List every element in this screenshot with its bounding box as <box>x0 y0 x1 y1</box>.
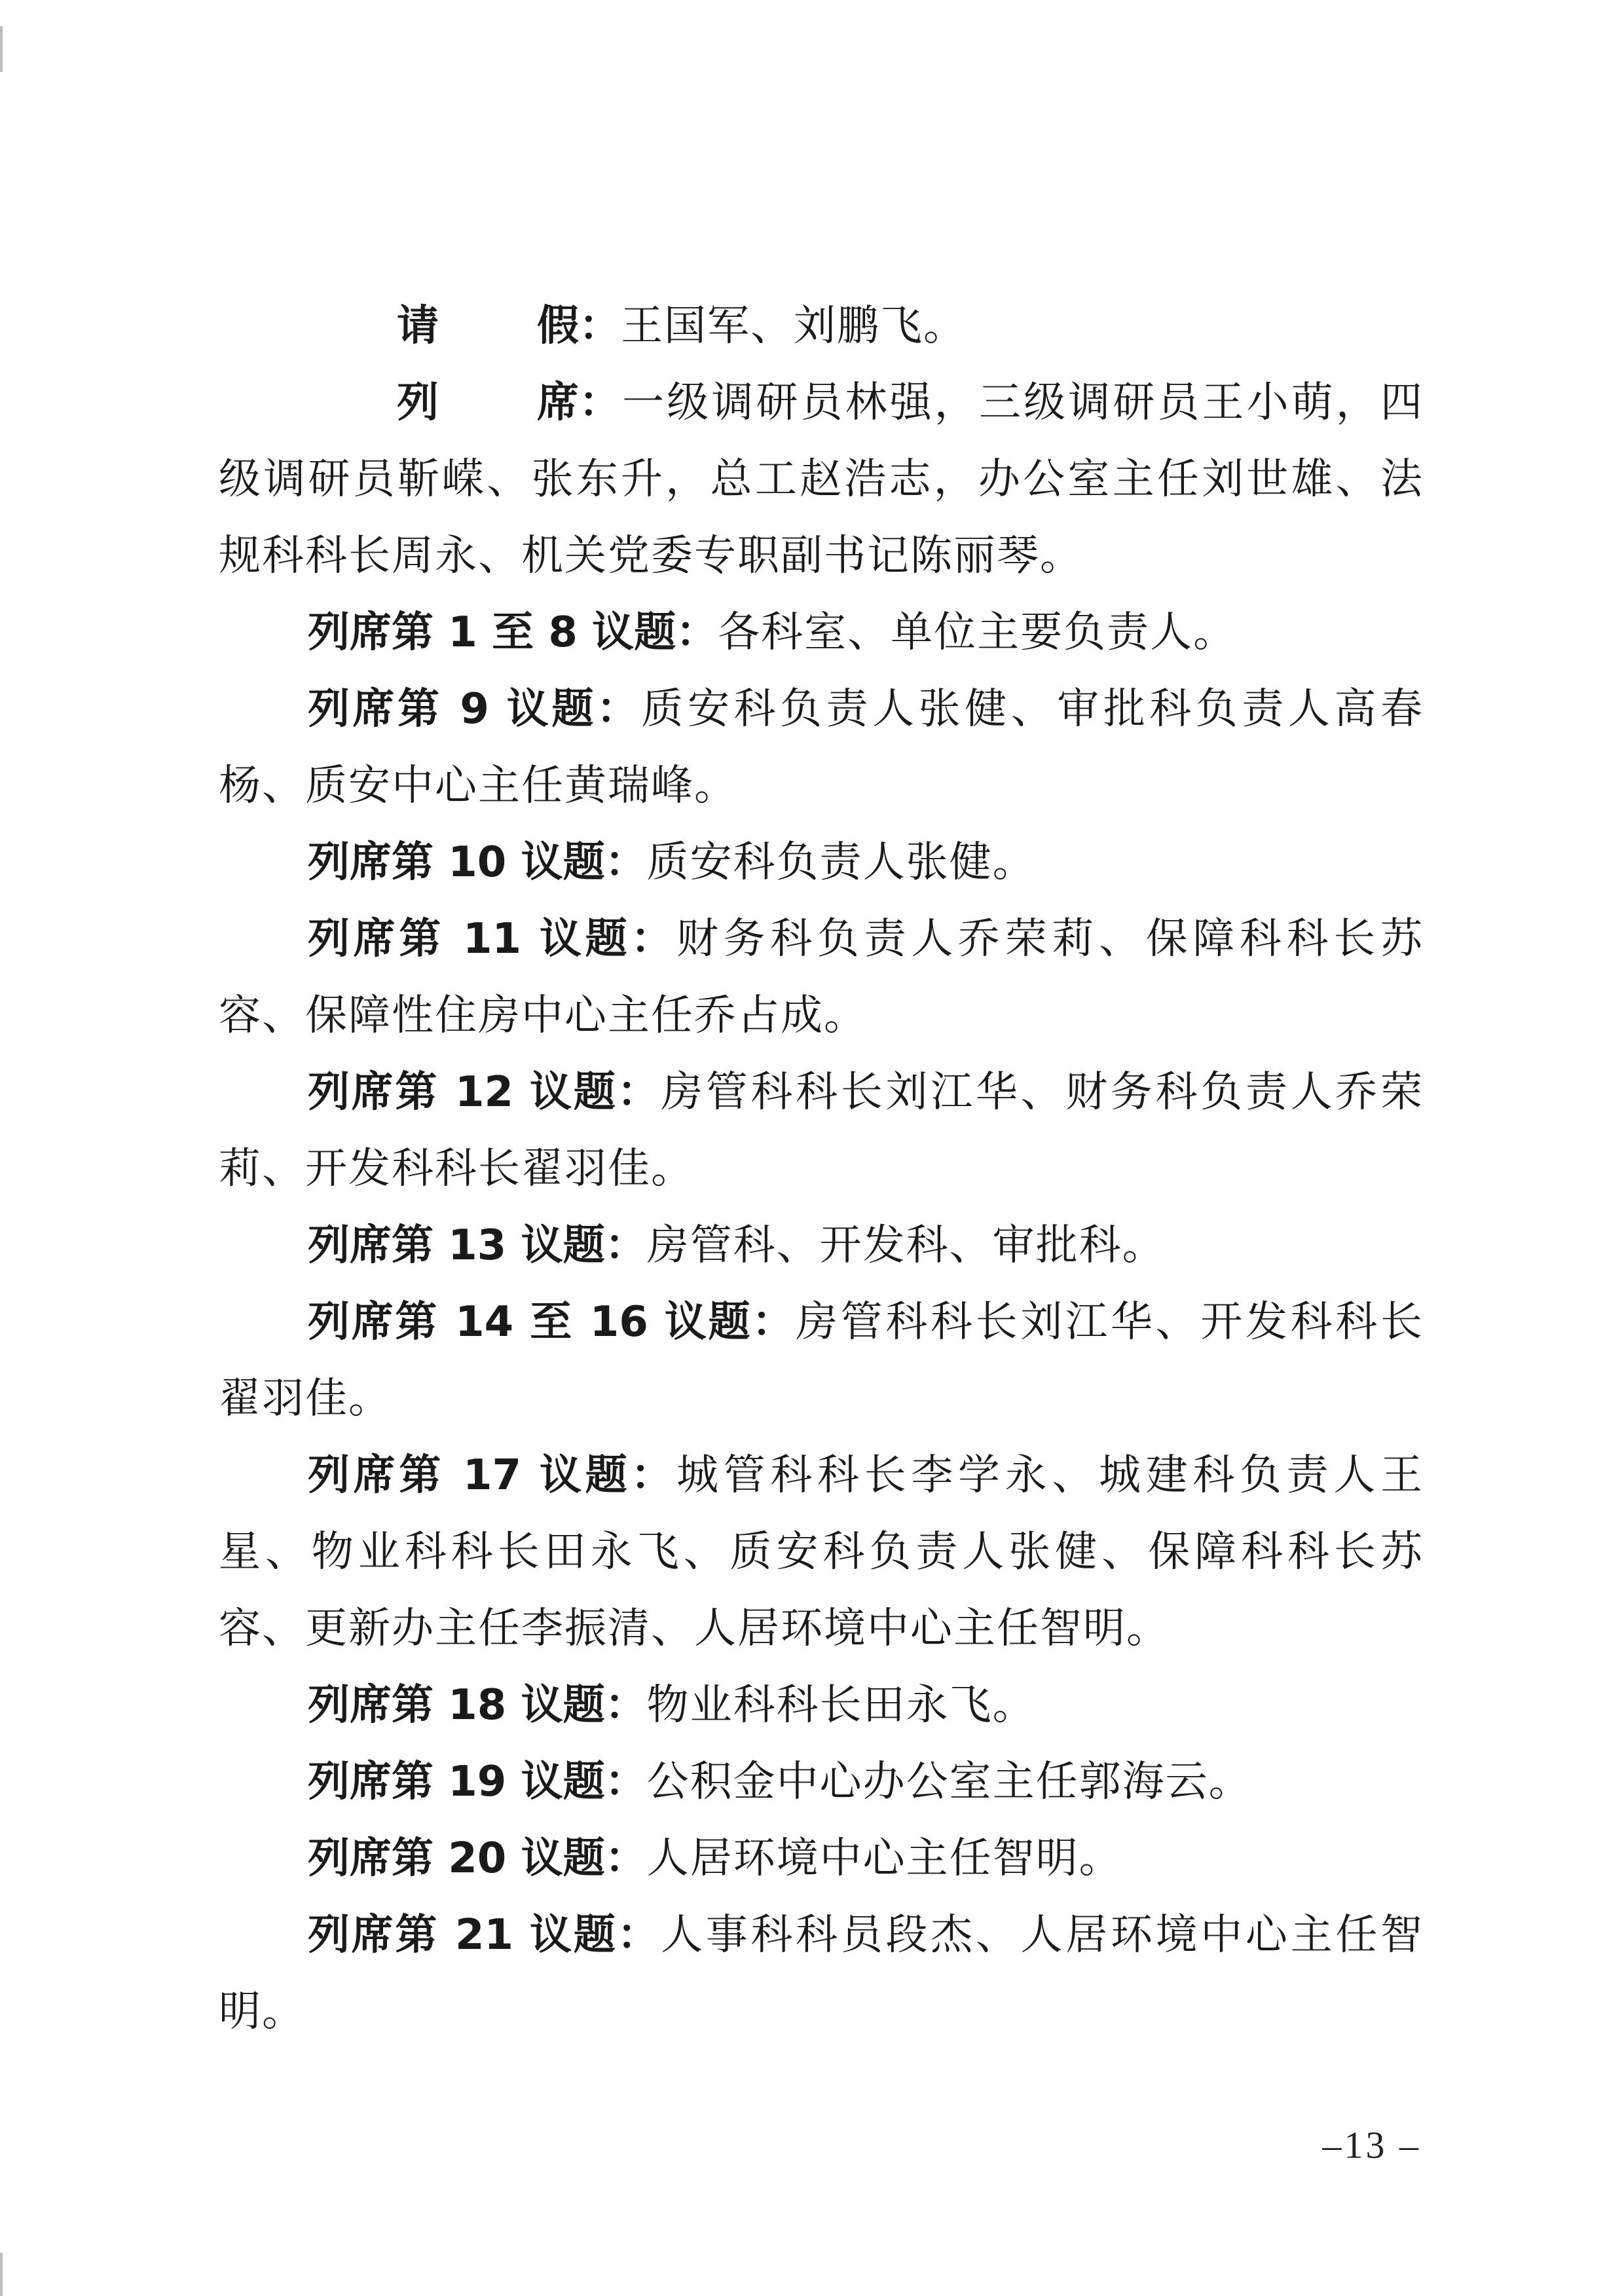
agenda-item-label: 列席第 17 议题： <box>308 1451 676 1500</box>
agenda-item-label: 列席第 19 议题： <box>308 1758 647 1806</box>
page-number: –13 – <box>1322 2124 1421 2166</box>
agenda-item-attendees: 各科室、单位主要负责人。 <box>718 608 1237 657</box>
agenda-item-label: 列席第 9 议题： <box>308 685 642 733</box>
agenda-item-paragraph <box>219 1054 1424 1208</box>
agenda-item-paragraph <box>219 595 1424 671</box>
agenda-item-paragraph <box>219 1897 1424 2050</box>
scan-edge-mark <box>0 26 3 72</box>
agenda-item-label: 列席第 21 议题： <box>308 1911 661 1959</box>
agenda-item-attendees: 房管科、开发科、审批科。 <box>646 1221 1166 1270</box>
scan-edge-mark <box>0 2253 3 2296</box>
attendance-paragraph <box>219 365 1424 595</box>
agenda-item-paragraph <box>219 1208 1424 1284</box>
agenda-item-label: 列席第 20 议题： <box>308 1834 647 1883</box>
agenda-item-label: 列席第 12 议题： <box>308 1068 661 1117</box>
agenda-item-paragraph <box>219 1667 1424 1744</box>
agenda-item-paragraph <box>219 1437 1424 1667</box>
agenda-item-label: 列席第 10 议题： <box>308 838 647 887</box>
agenda-item-attendees: 质安科负责人张健、审批科负责人高春杨、质安中心主任黄瑞峰。 <box>219 685 1424 810</box>
agenda-item-attendees: 公积金中心办公室主任郭海云。 <box>646 1758 1252 1806</box>
agenda-item-attendees: 房管科科长刘江华、开发科科长翟羽佳。 <box>219 1298 1424 1423</box>
leave-names: 王国军、刘鹏飞。 <box>621 302 967 350</box>
agenda-item-paragraph <box>219 901 1424 1054</box>
agenda-item-attendees: 人居环境中心主任智明。 <box>646 1834 1122 1883</box>
agenda-item-attendees: 城管科科长李学永、城建科负责人王星、物业科科长田永飞、质安科负责人张健、保障科科长苏容、更新办主任李振清、人居环境中心主任智明。 <box>219 1451 1424 1653</box>
agenda-item-label: 列席第 14 至 16 议题： <box>308 1298 796 1346</box>
agenda-item-attendees: 物业科科长田永飞。 <box>646 1681 1036 1730</box>
agenda-item-paragraph <box>219 1284 1424 1437</box>
agenda-item-attendees: 质安科负责人张健。 <box>646 838 1036 887</box>
attendance-label: 列 席： <box>397 379 621 427</box>
agenda-item-paragraph <box>219 671 1424 824</box>
leave-label: 请 假： <box>397 302 621 350</box>
agenda-item-label: 列席第 13 议题： <box>308 1221 647 1270</box>
agenda-item-label: 列席第 11 议题： <box>308 915 676 963</box>
leave-paragraph <box>219 288 1424 365</box>
agenda-item-label: 列席第 1 至 8 议题： <box>308 608 718 657</box>
agenda-item-paragraph <box>219 1821 1424 1897</box>
agenda-item-attendees: 人事科科员段杰、人居环境中心主任智明。 <box>219 1911 1424 2036</box>
agenda-item-attendees: 房管科科长刘江华、财务科负责人乔荣莉、开发科科长翟羽佳。 <box>219 1068 1424 1193</box>
document-body <box>219 288 1424 2050</box>
agenda-item-attendees: 财务科负责人乔荣莉、保障科科长苏容、保障性住房中心主任乔占成。 <box>219 915 1424 1040</box>
attendance-names: 一级调研员林强，三级调研员王小萌，四级调研员靳嵘、张东升，总工赵浩志，办公室主任刘世雄、法规科科长周永、机关党委专职副书记陈丽琴。 <box>219 379 1424 580</box>
agenda-attendee-list <box>219 595 1424 2050</box>
agenda-item-paragraph <box>219 824 1424 901</box>
agenda-item-label: 列席第 18 议题： <box>308 1681 647 1730</box>
agenda-item-paragraph <box>219 1744 1424 1821</box>
